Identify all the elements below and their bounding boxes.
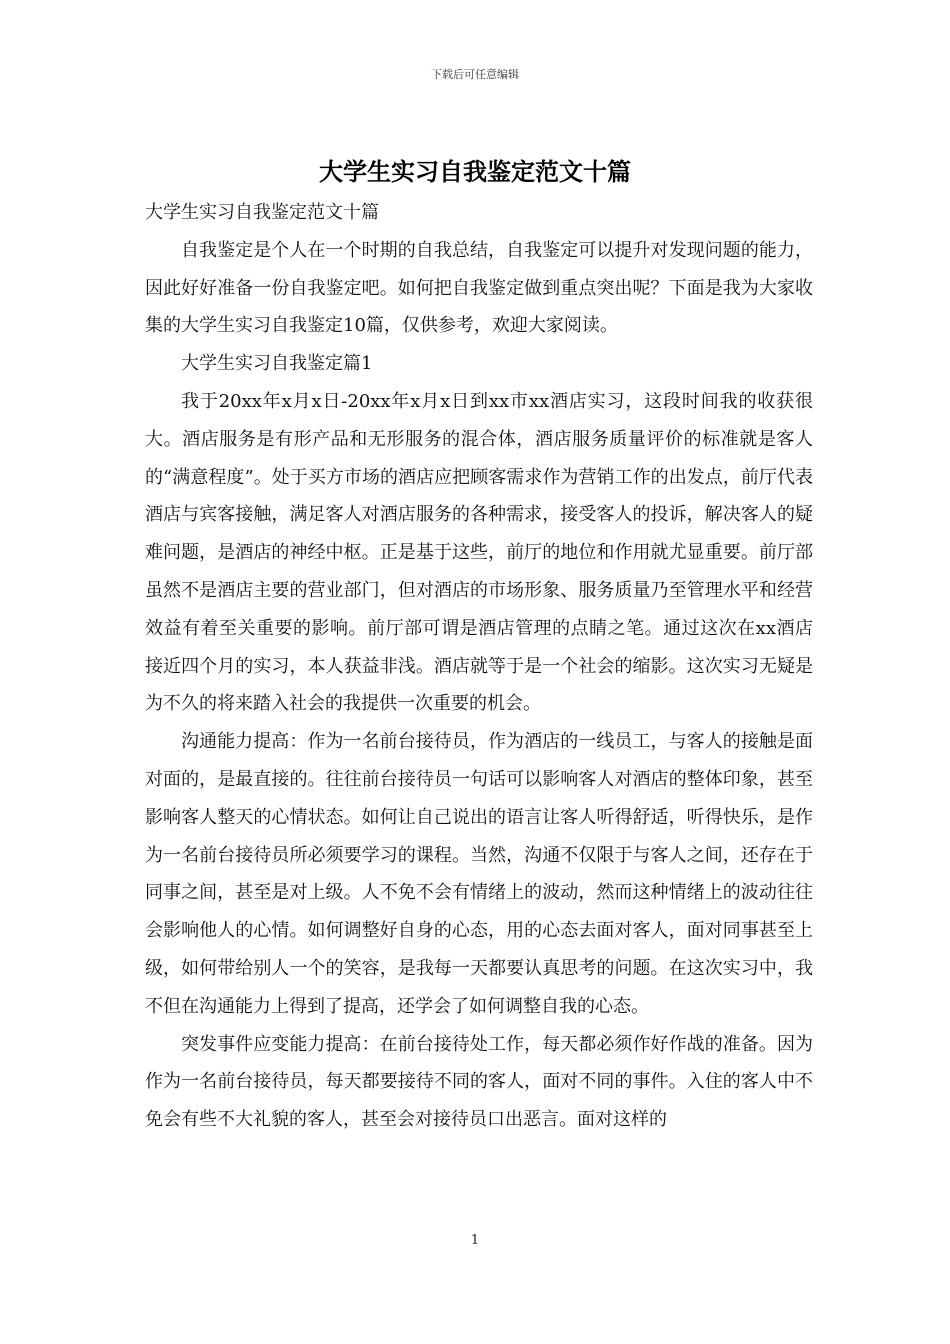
- intro-paragraph: 自我鉴定是个人在一个时期的自我总结，自我鉴定可以提升对发现问题的能力，因此好好准备一份自我鉴定吧。如何把自我鉴定做到重点突出呢？下面是我为大家收集的大学生实习自我鉴定10篇，仅供参考，欢迎大家阅读。: [145, 239, 813, 337]
- body-paragraph: 突发事件应变能力提高：在前台接待处工作，每天都必须作好作战的准备。因为作为一名前台接待员，每天都要接待不同的客人，面对不同的事件。入住的客人中不免会有些不大礼貌的客人，甚至会对接待员口出恶言。面对这样的: [145, 1033, 813, 1131]
- section-heading: 大学生实习自我鉴定篇1: [181, 353, 373, 375]
- header-note: 下载后可任意编辑: [431, 68, 519, 81]
- body-paragraph: 我于20xx年x月x日-20xx年x月x日到xx市xx酒店实习，这段时间我的收获很大。酒店服务是有形产品和无形服务的混合体，酒店服务质量评价的标准就是客人的“满意程度”。处于买方市场的酒店应把顾客需求作为营销工作的出发点，前厅代表酒店与宾客接触，满足客人对酒店服务的各种需求，接受客人的投诉，解决客人的疑难问题，是酒店的神经中枢。正是基于这些，前厅的地位和作用就尤显重要。前厅部虽然不是酒店主要的营业部门，但对酒店的市场形象、服务质量乃至管理水平和经营效益有着至关重要的影响。前厅部可谓是酒店管理的点睛之笔。通过这次在xx酒店接近四个月的实习，本人获益非浅。酒店就等于是一个社会的缩影。这次实习无疑是为不久的将来踏入社会的我提供一次重要的机会。: [145, 390, 813, 715]
- document-title: 大学生实习自我鉴定范文十篇: [319, 158, 631, 186]
- subtitle-paragraph: 大学生实习自我鉴定范文十篇: [145, 202, 379, 223]
- page-number: 1: [470, 1233, 480, 1248]
- document-body: [145, 194, 813, 1139]
- body-paragraph: 沟通能力提高：作为一名前台接待员，作为酒店的一线员工，与客人的接触是面对面的，是最直接的。往往前台接待员一句话可以影响客人对酒店的整体印象，甚至影响客人整天的心情状态。如何让自己说出的语言让客人听得舒适，听得快乐，是作为一名前台接待员所必须要学习的课程。当然，沟通不仅限于与客人之间，还存在于同事之间，甚至是对上级。人不免不会有情绪上的波动，然而这种情绪上的波动往往会影响他人的心情。如何调整好自身的心态，用的心态去面对客人，面对同事甚至上级，如何带给别人一个的笑容，是我每一天都要认真思考的问题。在这次实习中，我不但在沟通能力上得到了提高，还学会了如何调整自我的心态。: [145, 731, 813, 1017]
